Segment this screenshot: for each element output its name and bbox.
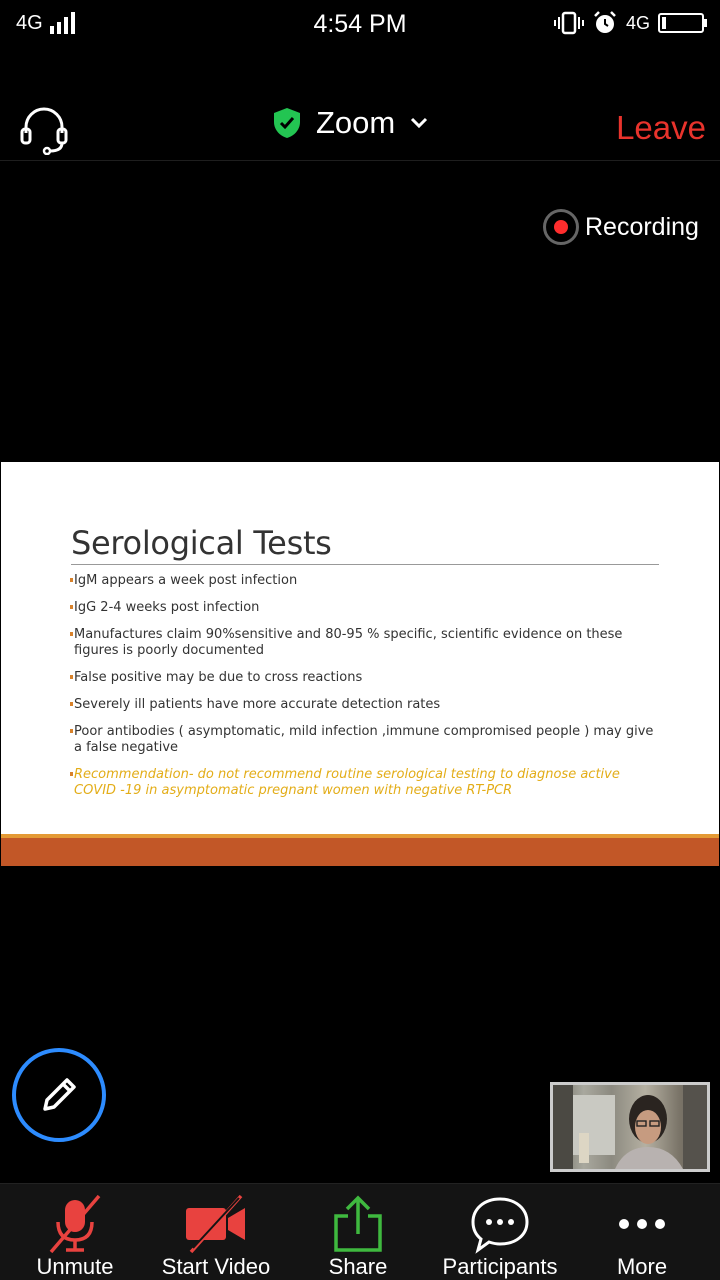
more-dots-icon bbox=[612, 1214, 672, 1234]
start-video-button[interactable] bbox=[145, 1190, 287, 1278]
chat-bubble-icon bbox=[470, 1194, 530, 1254]
recording-label: Recording bbox=[585, 212, 699, 241]
share-button[interactable] bbox=[287, 1190, 429, 1278]
slide-bullet: IgG 2-4 weeks post infection bbox=[71, 600, 661, 616]
clock: 4:54 PM bbox=[313, 10, 407, 38]
video-camera-off-icon bbox=[183, 1194, 249, 1254]
battery-icon bbox=[658, 12, 708, 34]
vibrate-icon bbox=[554, 11, 584, 35]
chevron-down-icon bbox=[409, 116, 429, 130]
unmute-button[interactable] bbox=[4, 1190, 146, 1278]
leave-button[interactable]: Leave bbox=[616, 109, 706, 146]
network-type-secondary: 4G bbox=[625, 12, 650, 33]
encryption-shield-icon bbox=[272, 107, 302, 139]
meeting-toolbar bbox=[0, 1183, 720, 1280]
slide-bullet: Poor antibodies ( asymptomatic, mild infection ,immune compromised people ) may give a false negative bbox=[71, 724, 661, 756]
share-upload-icon bbox=[328, 1194, 388, 1254]
participants-button[interactable] bbox=[429, 1190, 571, 1278]
share-label: Share bbox=[328, 1254, 388, 1279]
microphone-muted-icon bbox=[45, 1194, 105, 1254]
recording-dot-icon bbox=[543, 209, 579, 245]
self-video-thumbnail[interactable] bbox=[550, 1082, 710, 1172]
unmute-label: Unmute bbox=[36, 1254, 114, 1279]
slide-bullet: Manufactures claim 90%sensitive and 80-95 % specific, scientific evidence on these figures is poorly documented bbox=[71, 627, 661, 659]
slide-bullet: False positive may be due to cross reactions bbox=[71, 670, 661, 686]
meeting-title: Zoom bbox=[316, 105, 396, 140]
shared-screen bbox=[1, 462, 719, 866]
more-label: More bbox=[616, 1254, 668, 1279]
annotate-button[interactable] bbox=[12, 1048, 106, 1142]
slide-title-divider bbox=[71, 564, 659, 565]
participant-video-image bbox=[553, 1085, 707, 1169]
start-video-label: Start Video bbox=[161, 1254, 271, 1279]
status-bar bbox=[0, 0, 720, 50]
audio-output-button[interactable] bbox=[18, 103, 70, 155]
recording-indicator[interactable] bbox=[543, 209, 699, 245]
alarm-icon bbox=[592, 10, 618, 36]
slide-bullet: Severely ill patients have more accurate detection rates bbox=[71, 697, 661, 713]
network-type: 4G bbox=[16, 12, 43, 34]
status-icons bbox=[554, 10, 708, 36]
slide-recommendation: Recommendation- do not recommend routine serological testing to diagnose active COVID -19 in asymptomatic pregnant women with negative RT-PCR bbox=[71, 767, 661, 799]
meeting-title-dropdown[interactable] bbox=[272, 105, 429, 141]
pencil-icon bbox=[37, 1073, 81, 1117]
meeting-header bbox=[0, 95, 720, 161]
more-button[interactable] bbox=[571, 1190, 713, 1278]
participants-label: Participants bbox=[442, 1254, 558, 1279]
slide-bullet: IgM appears a week post infection bbox=[71, 573, 661, 589]
slide-footer-band bbox=[1, 838, 719, 866]
slide-title: Serological Tests bbox=[71, 524, 332, 562]
headphones-icon bbox=[18, 103, 70, 155]
slide-bullet-list bbox=[71, 573, 661, 810]
